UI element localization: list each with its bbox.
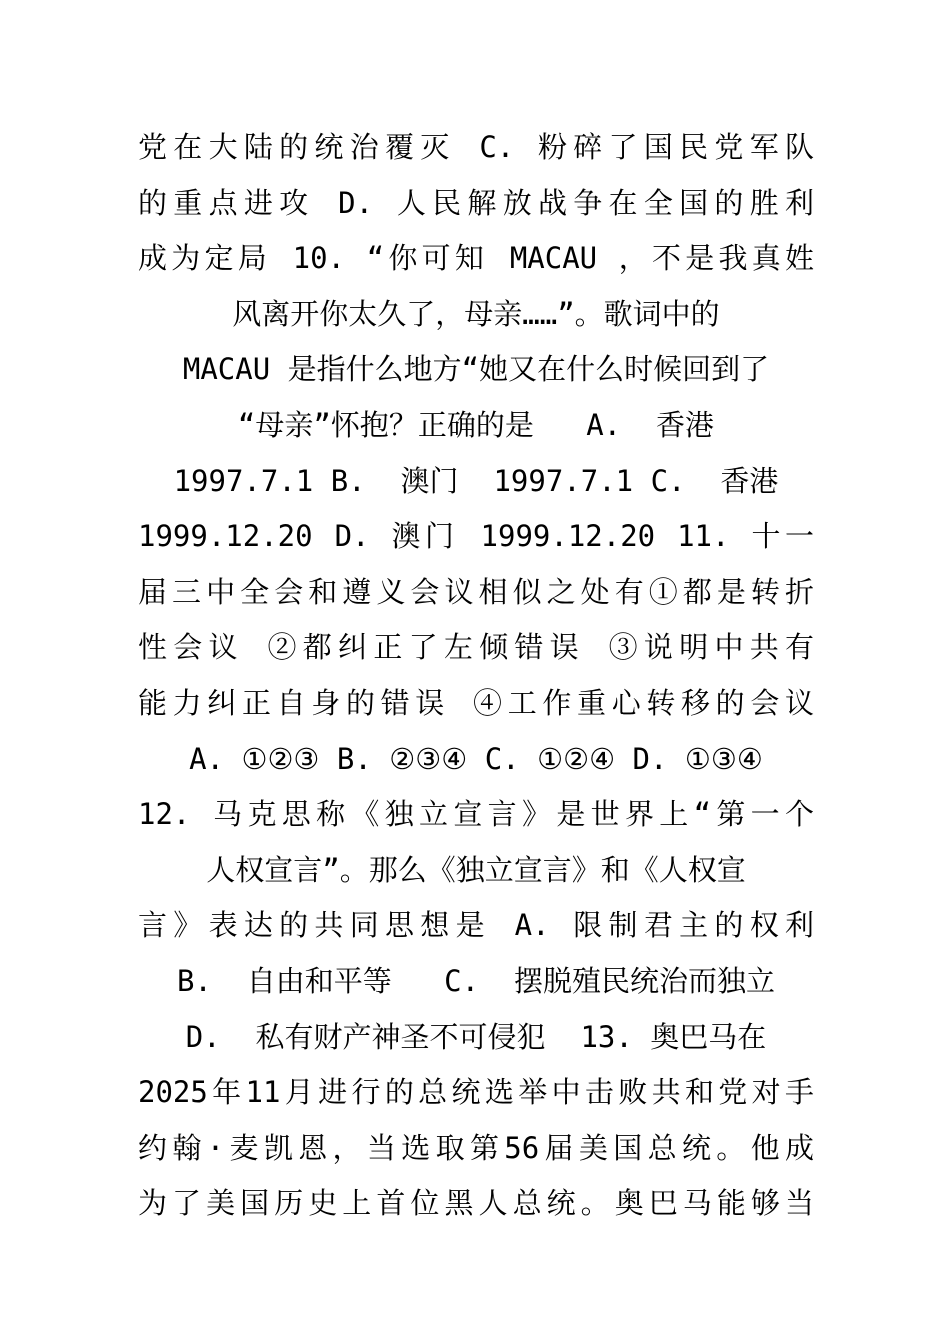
text-line: “母亲”怀抱？正确的是 A. 香港	[237, 407, 715, 442]
text-line: 能力纠正自身的错误 ④工作重心转移的会议	[138, 685, 814, 720]
text-line: B. 自由和平等 C. 摆脱殖民统治而独立	[176, 963, 776, 998]
text-line: MACAU 是指什么地方“她又在什么时候回到了	[182, 352, 770, 387]
text-line: 人权宣言”。那么《独立宣言》和《人权宣	[206, 852, 746, 887]
text-line: A. ①②③ B. ②③④ C. ①②④ D. ①③④	[189, 741, 763, 776]
text-line: 的重点进攻 D. 人民解放战争在全国的胜利	[138, 185, 814, 220]
document-body	[138, 120, 814, 1232]
text-line: 约翰·麦凯恩，当选取第56届美国总统。他成	[138, 1130, 814, 1165]
text-line: 性会议 ②都纠正了左倾错误 ③说明中共有	[138, 630, 814, 665]
text-line: D. 私有财产神圣不可侵犯 13. 奥巴马在	[185, 1019, 767, 1054]
text-line: 党在大陆的统治覆灭 C. 粉碎了国民党军队	[138, 130, 814, 164]
text-line: 12. 马克思称《独立宣言》是世界上“第一个	[138, 797, 814, 832]
text-line: 1997.7.1 B. 澳门 1997.7.1 C. 香港	[173, 463, 779, 498]
text-line: 2025年11月进行的总统选举中击败共和党对手	[138, 1075, 814, 1110]
text-line: 成为定局 10. “你可知 MACAU ，不是我真姓	[138, 241, 814, 276]
text-line: 1999.12.20 D. 澳门 1999.12.20 11. 十一	[138, 519, 814, 554]
text-line: 届三中全会和遵义会议相似之处有①都是转折	[138, 574, 814, 609]
text-line: 言》表达的共同思想是 A. 限制君主的权利	[138, 908, 814, 943]
text-line: 为了美国历史上首位黑人总统。奥巴马能够当	[138, 1186, 814, 1221]
text-line: 风离开你太久了，母亲……”。歌词中的	[232, 296, 720, 331]
